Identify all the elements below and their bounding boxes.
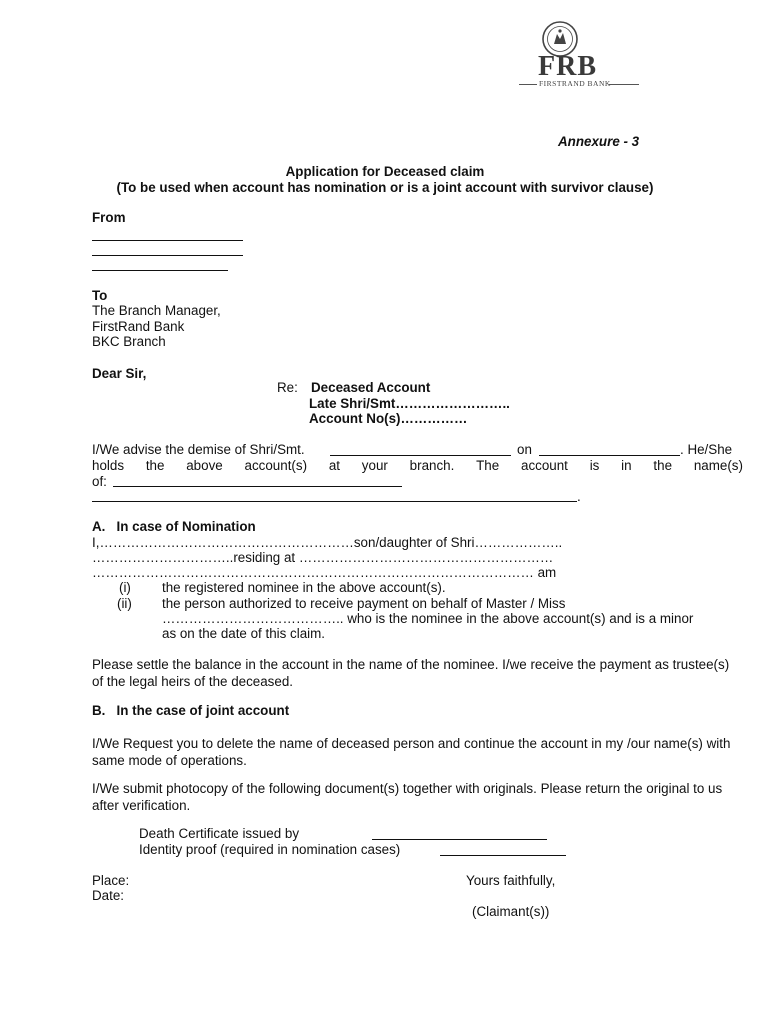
- word: holds: [92, 458, 125, 473]
- demise-date-blank[interactable]: [539, 455, 680, 456]
- place-label: Place:: [92, 873, 130, 888]
- deceased-name-blank[interactable]: [330, 455, 511, 456]
- re-deceased-account: Deceased Account: [311, 380, 431, 395]
- request-paragraph: I/We Request you to delete the name of deceased person and continue the account in my /our name(s) with same mode of operations.: [92, 736, 731, 768]
- nomination-item-2-text: the person authorized to receive payment on behalf of Master / Miss: [162, 596, 566, 611]
- logo-subtitle: FIRSTRAND BANK: [539, 79, 611, 88]
- word: at: [328, 458, 340, 473]
- advise-text-1: I/We advise the demise of Shri/Smt.: [92, 442, 305, 457]
- word: above: [186, 458, 223, 473]
- word: is: [589, 458, 600, 473]
- logo-brand: FRB: [538, 51, 597, 82]
- nomination-line-2: …………………………..residing at …………………………………………………: [92, 550, 554, 565]
- annexure-label: Annexure - 3: [558, 134, 640, 149]
- word: branch.: [409, 458, 455, 473]
- page-subtitle: (To be used when account has nomination or is a joint account with survivor clause): [116, 180, 654, 195]
- from-label: From: [92, 210, 126, 225]
- nomination-item-1-num: (i): [119, 580, 131, 595]
- submit-paragraph: I/We submit photocopy of the following document(s) together with originals. Please return the original to us after verification.: [92, 781, 723, 813]
- settle-paragraph: Please settle the balance in the account in the name of the nominee. I/we receive the payment as trustee(s) of the legal heirs of the deceased.: [92, 657, 730, 689]
- section-b-heading: B. In the case of joint account: [92, 703, 290, 718]
- to-line-2: FirstRand Bank: [92, 319, 185, 334]
- to-label: To: [92, 288, 108, 303]
- account-holder-names-blank[interactable]: [113, 486, 402, 487]
- advise-end: .: [577, 489, 581, 504]
- word: The: [476, 458, 500, 473]
- word: in: [621, 458, 632, 473]
- advise-text-heshe: . He/She: [680, 442, 733, 457]
- nomination-item-2-cont2: as on the date of this claim.: [162, 626, 326, 641]
- word: account(s): [244, 458, 308, 473]
- word: name(s): [693, 458, 743, 473]
- identity-proof-blank[interactable]: [440, 855, 566, 856]
- advise-line-2: [92, 458, 743, 473]
- death-certificate-blank[interactable]: [372, 839, 547, 840]
- logo-rule-left: [519, 84, 537, 85]
- logo-rule-right: [609, 84, 639, 85]
- salutation: Dear Sir,: [92, 366, 147, 381]
- word: the: [653, 458, 673, 473]
- to-line-3: BKC Branch: [92, 334, 166, 349]
- date-label: Date:: [92, 888, 125, 903]
- nomination-line-3: ……………………………………………………………………………………… am: [92, 565, 557, 580]
- claimant-label: (Claimant(s)): [472, 904, 550, 919]
- doc-identity-proof: Identity proof (required in nomination cases): [139, 842, 401, 857]
- re-label: Re:: [277, 380, 298, 395]
- nomination-item-2-num: (ii): [117, 596, 132, 611]
- page-title: Application for Deceased claim: [285, 164, 485, 179]
- account-holder-names-blank-2[interactable]: [92, 501, 577, 502]
- from-line-3[interactable]: [92, 270, 228, 271]
- re-late: Late Shri/Smt……………………..: [309, 396, 510, 411]
- from-line-1[interactable]: [92, 240, 243, 241]
- to-line-1: The Branch Manager,: [92, 303, 221, 318]
- nomination-line-1: I,…………………………………………………son/daughter of Shri………………..: [92, 535, 563, 550]
- word: the: [145, 458, 165, 473]
- from-line-2[interactable]: [92, 255, 243, 256]
- advise-text-on: on: [517, 442, 532, 457]
- yours-faithfully: Yours faithfully,: [466, 873, 556, 888]
- doc-death-certificate: Death Certificate issued by: [139, 826, 300, 841]
- word: your: [361, 458, 388, 473]
- nomination-item-1-text: the registered nominee in the above account(s).: [162, 580, 446, 595]
- section-a-heading: A. In case of Nomination: [92, 519, 256, 534]
- advise-of-label: of:: [92, 474, 107, 489]
- re-account-no: Account No(s)……………: [309, 411, 468, 426]
- nomination-item-2-cont: ………………………………….. who is the nominee in the above account(s) and is a minor: [162, 611, 694, 626]
- word: account: [521, 458, 568, 473]
